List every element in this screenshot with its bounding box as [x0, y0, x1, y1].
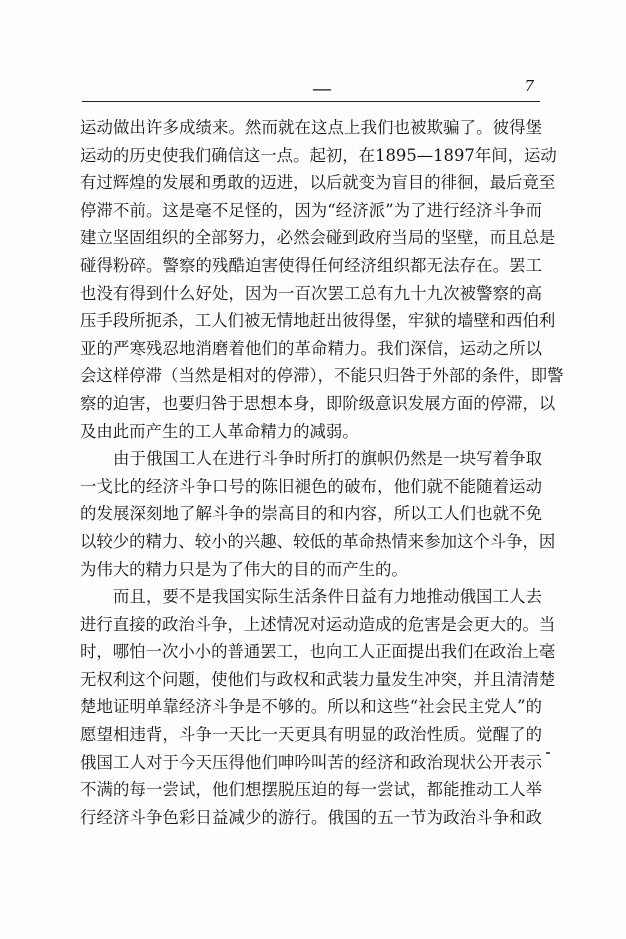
- text-line: 一戈比的经济斗争口号的陈旧褪色的破布，他们就不能随着运动: [80, 476, 542, 496]
- text-line: 察的迫害，也要归咎于思想本身，即阶级意识发展方面的停滞，以: [80, 393, 556, 413]
- text-line: 楚地证明单靠经济斗争是不够的。所以和这些“社会民主党人”的: [80, 697, 542, 717]
- text-line: 为伟大的精力只是为了伟大的目的而产生的。: [80, 559, 408, 579]
- header-center-mark: —: [312, 76, 332, 100]
- text-line: 亚的严寒残忍地消磨着他们的革命精力。我们深信，运动之所以: [80, 338, 542, 358]
- text-line: 而且，要不是我国实际生活条件日益有力地推动俄国工人去: [113, 587, 542, 607]
- text-line: 时，哪怕一次小小的普通罢工，也向工人正面提出我们在政治上毫: [80, 642, 556, 662]
- text-line: 无权利这个问题，使他们与政权和武装力量发生冲突，并且清清楚: [80, 669, 556, 689]
- text-line: 停滞不前。这是毫不足怪的，因为“经济派”为了进行经济斗争而: [80, 200, 542, 220]
- text-line: 也没有得到什么好处，因为一百次罢工总有九十九次被警察的高: [80, 283, 542, 303]
- text-line: 的发展深刻地了解斗争的崇高目的和内容，所以工人们也就不免: [80, 504, 542, 524]
- text-line: 碰得粉碎。警察的残酷迫害使得任何经济组织都无法存在。罢工: [80, 255, 542, 275]
- text-line: 建立坚固组织的全部努力，必然会碰到政府当局的坚壁，而且总是: [80, 228, 556, 248]
- page-header: [82, 70, 540, 100]
- text-line: 由于俄国工人在进行斗争时所打的旗帜仍然是一块写着争取: [113, 449, 542, 469]
- text-line: 俄国工人对于今天压得他们呻吟叫苦的经济和政治现状公开表示: [80, 752, 542, 772]
- text-line: 及由此而产生的工人革命精力的减弱。: [80, 421, 359, 441]
- page-number: 7: [524, 77, 534, 95]
- text-line: 愿望相违背，斗争一天比一天更具有明显的政治性质。觉醒了的: [80, 725, 542, 745]
- text-line: 行经济斗争色彩日益减少的游行。俄国的五一节为政治斗争和政: [80, 807, 542, 827]
- text-line: 运动的历史使我们确信这一点。起初，在1895—1897年间，运动: [80, 145, 557, 165]
- header-rule: [82, 101, 540, 102]
- text-line: 有过辉煌的发展和勇敢的迈进，以后就变为盲目的徘徊，最后竟至: [80, 173, 556, 193]
- body-text: [80, 114, 564, 831]
- text-line: 会这样停滞（当然是相对的停滞），不能只归咎于外部的条件，即警: [80, 366, 564, 386]
- scan-speck: [546, 752, 550, 754]
- text-line: 以较少的精力、较小的兴趣、较低的革命热情来参加这个斗争，因: [80, 531, 556, 551]
- text-line: 压手段所扼杀，工人们被无情地赶出彼得堡，牢狱的墙壁和西伯利: [80, 311, 556, 331]
- text-line: 运动做出许多成绩来。然而就在这点上我们也被欺骗了。彼得堡: [80, 118, 542, 137]
- text-line: 不满的每一尝试，他们想摆脱压迫的每一尝试，都能推动工人举: [80, 780, 542, 800]
- text-line: 进行直接的政治斗争，上述情况对运动造成的危害是会更大的。当: [80, 614, 556, 634]
